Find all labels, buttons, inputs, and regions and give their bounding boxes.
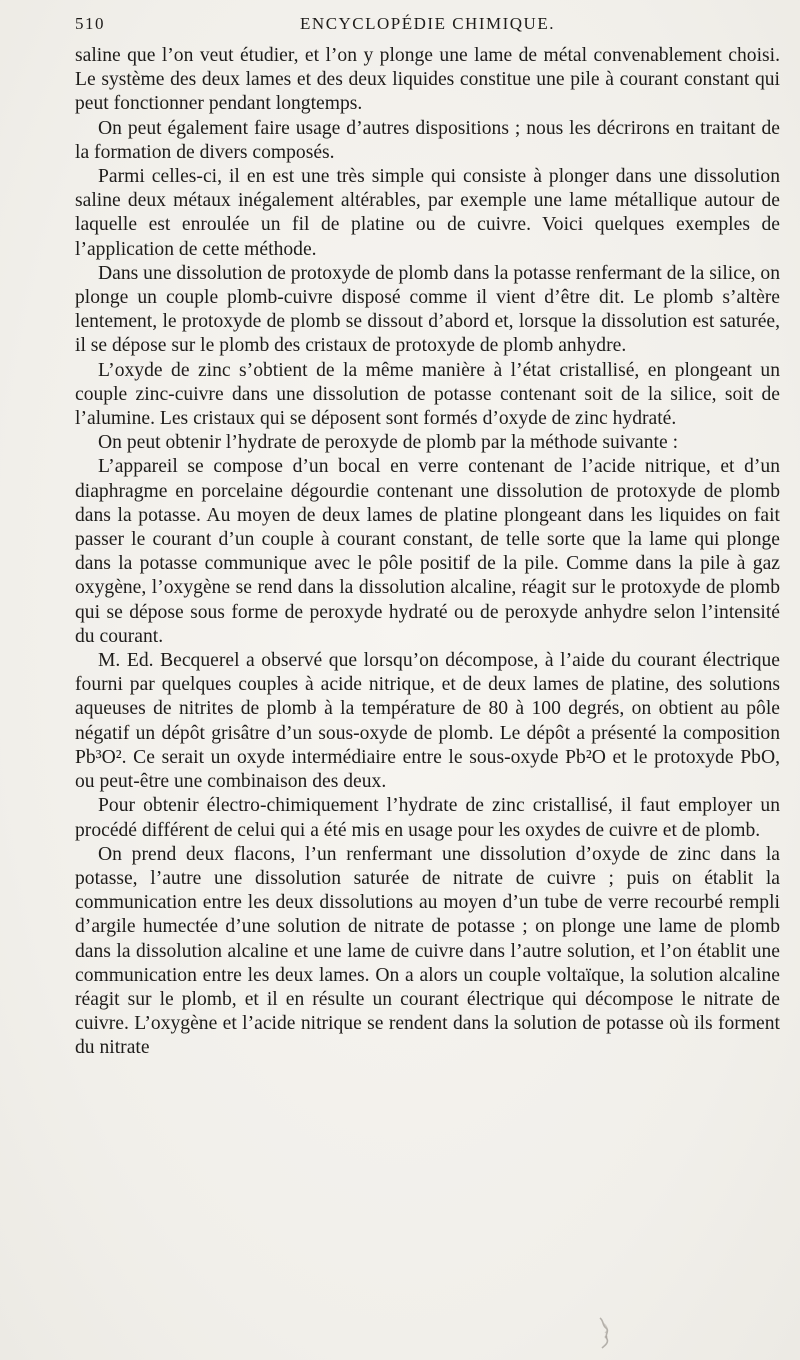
body-text bbox=[75, 44, 780, 1061]
paragraph-10: On prend deux flacons, l’un renfermant une dissolution d’oxyde de zinc dans la potasse, l’autre une dissolution saturée de nitrate de cuivre ; puis on établit la communication entre les deux dissolutions au moyen d’un tube de verre recourbé rempli d’argile humectée d’une solution de nitrate de potasse ; on plonge une lame de plomb dans la dissolution alcaline et une lame de cuivre dans l’autre solution, et l’on établit une communication entre les deux lames. On a alors un couple voltaïque, la solution alcaline réagit sur le plomb, et il en résulte un courant électrique qui décompose le nitrate de cuivre. L’oxygène et l’acide nitrique se rendent dans la solution de potasse où ils forment du nitrate bbox=[75, 843, 780, 1059]
paragraph-6: On peut obtenir l’hydrate de peroxyde de plomb par la méthode suivante : bbox=[98, 432, 679, 454]
paragraph-1: saline que l’on veut étudier, et l’on y plonge une lame de métal convenablement choisi. Le système des deux lames et des deux liquides constitue une pile à courant constant qui peut fonctionner pendant longtemps. bbox=[75, 45, 780, 115]
page-number: 510 bbox=[75, 14, 105, 33]
paragraph-5: L’oxyde de zinc s’obtient de la même manière à l’état cristallisé, en plongeant un couple zinc-cuivre dans une dissolution de potasse contenant soit de la silice, soit de l’alumine. Les cristaux qui se déposent sont formés d’oxyde de zinc hydraté. bbox=[75, 359, 780, 430]
paragraph-8: M. Ed. Becquerel a observé que lorsqu’on décompose, à l’aide du courant électrique fourni par quelques couples à acide nitrique, et de deux lames de platine, des solutions aqueuses de nitrites de plomb à la température de 80 à 100 degrés, on obtient au pôle négatif un dépôt grisâtre d’un sous-oxyde de plomb. Le dépôt a présenté la composition Pb³O². Ce serait un oxyde intermédiaire entre le sous-oxyde Pb²O et le protoxyde PbO, ou peut-être une combinaison des deux. bbox=[75, 650, 780, 793]
ink-smudge-mark bbox=[592, 1315, 618, 1349]
paragraph-2: On peut également faire usage d’autres dispositions ; nous les décrirons en traitant de la formation de divers composés. bbox=[75, 117, 780, 163]
running-head bbox=[75, 14, 780, 38]
paragraph-3: Parmi celles-ci, il en est une très simple qui consiste à plonger dans une dissolution saline deux métaux inégalement altérables, par exemple une lame métallique autour de laquelle est enroulée un fil de platine ou de cuivre. Voici quelques exemples de l’application de cette méthode. bbox=[75, 166, 780, 260]
paragraph-4: Dans une dissolution de protoxyde de plomb dans la potasse renfermant de la silice, on plonge un couple plomb-cuivre disposé comme il vient d’être dit. Le plomb s’altère lentement, le protoxyde de plomb se dissout d’abord et, lorsque la dissolution est saturée, il se dépose sur le plomb des cristaux de protoxyde de plomb anhydre. bbox=[75, 262, 780, 357]
paragraph-7: L’appareil se compose d’un bocal en verre contenant de l’acide nitrique, et d’un diaphragme en porcelaine dégourdie contenant une dissolution de protoxyde de plomb dans la potasse. Au moyen de deux lames de platine plongeant dans les liquides on fait passer le courant d’un couple à courant constant, de telle sorte que la lame qui plonge dans la potasse communique avec le pôle positif de la pile. Comme dans la pile à gaz oxygène, l’oxygène se rend dans la dissolution alcaline, réagit sur le protoxyde de plomb qui se dépose sous forme de peroxyde hydraté ou de peroxyde anhydre selon l’intensité du courant. bbox=[75, 456, 780, 647]
running-title: ENCYCLOPÉDIE CHIMIQUE. bbox=[300, 14, 555, 33]
paragraph-9: Pour obtenir électro-chimiquement l’hydrate de zinc cristallisé, il faut employer un procédé différent de celui qui a été mis en usage pour les oxydes de cuivre et de plomb. bbox=[75, 795, 780, 841]
